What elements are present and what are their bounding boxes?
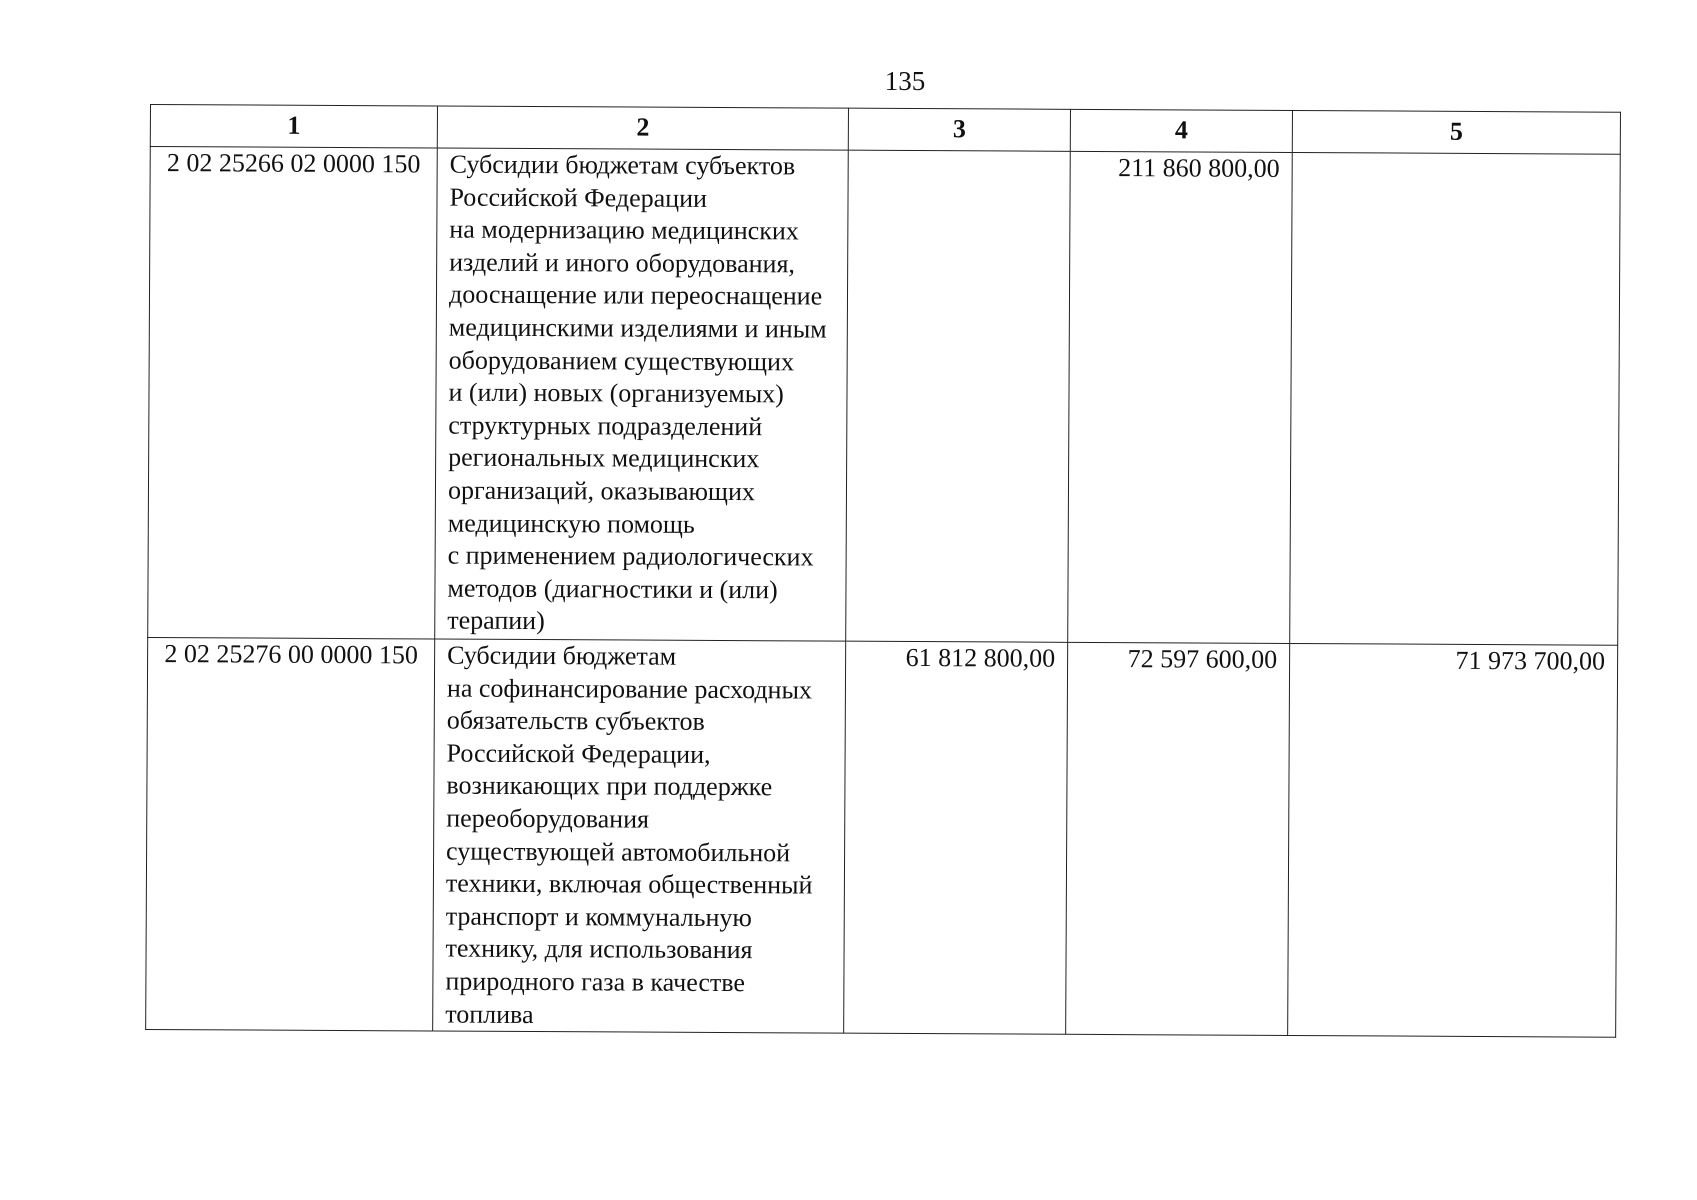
description-line: медицинскими изделиями и иным	[448, 312, 827, 344]
table-row	[146, 637, 1618, 1037]
description-line: техники, включая общественный	[445, 868, 813, 900]
amount-col5-cell: 71 973 700,00	[1288, 643, 1618, 1037]
description-line: переоборудования	[446, 803, 650, 834]
description-line: Российской Федерации,	[446, 738, 711, 769]
description-line: дооснащение или переоснащение	[448, 279, 823, 311]
description-line: возникающих при поддержке	[446, 770, 773, 802]
description-line: и (или) новых (организуемых)	[448, 377, 784, 409]
description-line: с применением радиологических	[447, 540, 814, 572]
description-line: оборудованием существующих	[448, 345, 795, 376]
description-line: Субсидии бюджетам	[447, 640, 677, 671]
description-line: региональных медицинских	[448, 442, 760, 474]
budget-table	[145, 104, 1621, 1038]
amount-col4-cell: 211 860 800,00	[1068, 151, 1293, 643]
description-line: технику, для использования	[445, 933, 753, 965]
description-line: изделий и иного оборудования,	[449, 247, 796, 279]
document-sheet	[145, 104, 1620, 1038]
column-header-1: 1	[150, 105, 437, 149]
description-line: обязательств субъектов	[446, 705, 705, 737]
description-line: природного газа в качестве	[445, 966, 746, 998]
table-row	[148, 147, 1621, 646]
amount-col3-cell	[846, 150, 1071, 642]
description-cell	[435, 148, 849, 641]
column-header-2: 2	[437, 106, 848, 150]
budget-code-cell: 2 02 25276 00 0000 150	[146, 637, 435, 1031]
description-line: транспорт и коммунальную	[445, 901, 752, 932]
column-header-5: 5	[1292, 110, 1620, 154]
amount-col3-cell: 61 812 800,00	[844, 641, 1068, 1034]
column-header-4: 4	[1070, 109, 1292, 152]
description-line: существующей автомобильной	[446, 836, 791, 867]
page-number: 135	[884, 66, 926, 96]
amount-col4-cell: 72 597 600,00	[1066, 642, 1290, 1035]
description-cell	[433, 639, 846, 1033]
description-line: терапии)	[447, 605, 545, 636]
description-line: организаций, оказывающих	[447, 475, 755, 507]
description-line: медицинскую помощь	[447, 508, 695, 539]
column-header-3: 3	[848, 108, 1070, 151]
description-line: методов (диагностики и (или)	[447, 573, 778, 605]
description-line: Российской Федерации	[449, 182, 708, 213]
budget-code-cell: 2 02 25266 02 0000 150	[148, 147, 438, 639]
description-line: на модернизацию медицинских	[449, 214, 799, 246]
description-line: на софинансирование расходных	[446, 673, 813, 705]
description-line: топлива	[445, 999, 534, 1029]
description-line: структурных подразделений	[448, 410, 763, 441]
amount-col5-cell	[1290, 152, 1621, 645]
description-line: Субсидии бюджетам субъектов	[449, 149, 796, 181]
